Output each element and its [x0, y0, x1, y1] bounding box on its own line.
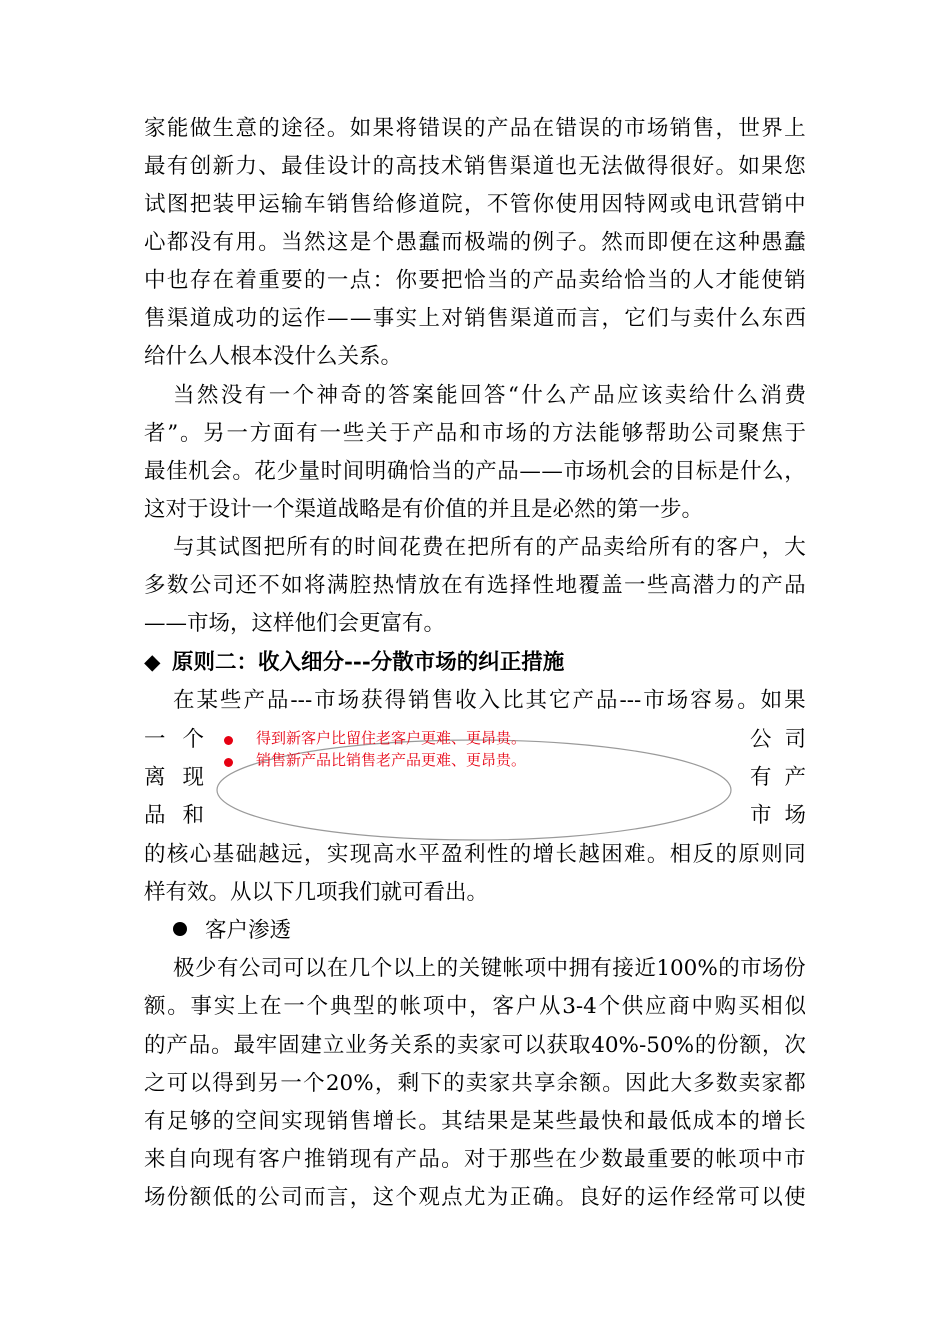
diamond-bullet-icon: ◆: [144, 650, 161, 675]
section-heading-text: 原则二：收入细分---分散市场的纠正措施: [172, 650, 565, 675]
callout-annotation: [214, 729, 734, 843]
text-line: 额 。 事 实 上 在 一 个 典 型 的 帐 项 中 ， 客 户 从 3-4 个 供 应 商 中 购 买 相 似: [144, 994, 806, 1019]
text-line: 最 佳 机 会 。 花 少 量 时 间 明 确 恰 当 的 产 品 — — 市 场 机 会 的 目 标 是 什 么 ，: [144, 459, 806, 484]
text-line: 心 都 没 有 用 。 当 然 这 是 个 愚 蠢 而 极 端 的 例 子 。 然 而 即 便 在 这 种 愚 蠢: [144, 230, 806, 255]
red-bullet-icon: [224, 736, 233, 745]
bullet-heading-text: 客户渗透: [205, 918, 292, 943]
text-line: 极 少 有 公 司 可 以 在 几 个 以 上 的 关 键 帐 项 中 拥 有 接 近 100% 的 市 场 份: [173, 956, 806, 981]
text-line: 者 ” 。 另 一 方 面 有 一 些 关 于 产 品 和 市 场 的 方 法 能 够 帮 助 公 司 聚 焦 于: [144, 421, 806, 446]
text-line: 这对于设计一个渠道战略是有价值的并且是必然的第一步。: [144, 497, 704, 522]
callout-item: 得到新客户比留住老客户更难、更昂贵。: [256, 729, 527, 747]
text-line: 来 自 向 现 有 客 户 推 销 现 有 产 品 。 对 于 那 些 在 少 数 最 重 要 的 帐 项 中 市: [144, 1147, 806, 1172]
bullet-heading: [144, 912, 806, 950]
callout-item: 销售新产品比销售老产品更难、更昂贵。: [256, 751, 527, 769]
text-line: 最 有 创 新 力 、 最 佳 设 计 的 高 技 术 销 售 渠 道 也 无 法 做 得 很 好 。 如 果 您: [144, 154, 806, 179]
split-left: 品 和: [144, 803, 204, 828]
text-line: 当 然 没 有 一 个 神 奇 的 答 案 能 回 答 “ 什 么 产 品 应 该 卖 给 什 么 消 费: [173, 383, 806, 408]
text-line: 有 足 够 的 空 间 实 现 销 售 增 长 。 其 结 果 是 某 些 最 快 和 最 低 成 本 的 增 长: [144, 1109, 806, 1134]
split-left: 一 个: [144, 727, 204, 752]
split-right: 公 司: [750, 727, 806, 752]
text-line: 试 图 把 装 甲 运 输 车 销 售 给 修 道 院 ， 不 管 你 使 用 因 特 网 或 电 讯 营 销 中: [144, 192, 806, 217]
split-right: 有 产: [750, 765, 806, 790]
split-right: 市 场: [750, 803, 806, 828]
text-line: 中 也 存 在 着 重 要 的 一 点 ： 你 要 把 恰 当 的 产 品 卖 给 恰 当 的 人 才 能 使 销: [144, 268, 806, 293]
red-bullet-icon: [224, 758, 233, 767]
section-heading: [144, 644, 806, 682]
text-line: 的 产 品 。 最 牢 固 建 立 业 务 关 系 的 卖 家 可 以 获 取 40%-50% 的 份 额 ， 次: [144, 1033, 806, 1058]
text-line: 多 数 公 司 还 不 如 将 满 腔 热 情 放 在 有 选 择 性 地 覆 盖 一 些 高 潜 力 的 产 品: [144, 573, 806, 598]
text-line: 家 能 做 生 意 的 途 径 。 如 果 将 错 误 的 产 品 在 错 误 的 市 场 销 售 ， 世 界 上: [144, 116, 806, 141]
text-line: 在 某 些 产 品 --- 市 场 获 得 销 售 收 入 比 其 它 产 品 --- 市 场 容 易 。 如 果: [173, 688, 806, 713]
text-line: 售 渠 道 成 功 的 运 作 — — 事 实 上 对 销 售 渠 道 而 言 ， 它 们 与 卖 什 么 东 西: [144, 306, 806, 331]
text-line: 场 份 额 低 的 公 司 而 言 ， 这 个 观 点 尤 为 正 确 。 良 好 的 运 作 经 常 可 以 使: [144, 1185, 806, 1210]
text-line: 给什么人根本没什么关系。: [144, 344, 403, 369]
text-line: 的 核 心 基 础 越 远 ， 实 现 高 水 平 盈 利 性 的 增 长 越 困 难 。 相 反 的 原 则 同: [144, 842, 806, 867]
text-line: ——市场，这样他们会更富有。: [144, 611, 446, 636]
text-line: 之 可 以 得 到 另 一 个 20% ， 剩 下 的 卖 家 共 享 余 额 。 因 此 大 多 数 卖 家 都: [144, 1071, 806, 1096]
text-line: 样有效。从以下几项我们就可看出。: [144, 880, 489, 905]
split-left: 离 现: [144, 765, 204, 790]
text-line: 与 其 试 图 把 所 有 的 时 间 花 费 在 把 所 有 的 产 品 卖 给 所 有 的 客 户 ， 大: [173, 535, 806, 560]
bullet-icon: [173, 922, 187, 936]
